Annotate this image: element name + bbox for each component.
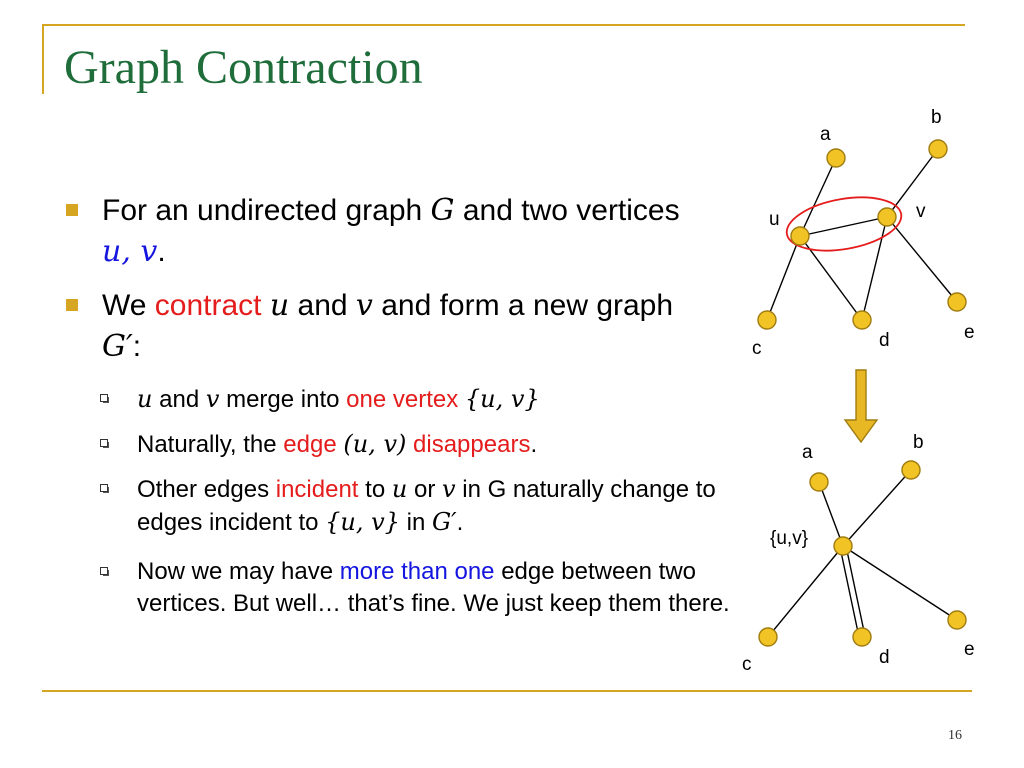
text-run: . [157, 235, 166, 268]
edge-uv-a [819, 482, 843, 546]
page-number: 16 [948, 728, 962, 743]
text-run: Other edges [137, 476, 276, 503]
vertex-d [853, 628, 871, 646]
text-run: and two vertices [454, 194, 680, 227]
vertex-a [827, 149, 845, 167]
emphasis-incident: incident [275, 476, 359, 503]
math-v: v [355, 288, 373, 323]
text-run: For an undirected graph [102, 194, 431, 227]
edge-uv-c [768, 546, 843, 637]
edge-u-v [800, 217, 887, 236]
text-run: and form a new graph [372, 289, 674, 322]
text-run: We [102, 289, 155, 322]
text-run: and [289, 289, 356, 322]
vertex-uv [834, 537, 852, 555]
label-b: b [913, 432, 924, 453]
edge-uv-b [843, 470, 911, 546]
math-G-prime: G′ [102, 329, 133, 364]
edge-v-b [887, 149, 938, 217]
math-v: v [205, 385, 220, 413]
math-v: v [442, 475, 456, 503]
text-run: or [407, 476, 442, 503]
text-run: Now we may have [137, 558, 340, 585]
label-e: e [964, 322, 975, 343]
label-c: c [752, 338, 762, 359]
vertex-b [929, 140, 947, 158]
vertex-e [948, 293, 966, 311]
emphasis-disappears: disappears [413, 431, 531, 458]
label-u: u [769, 209, 780, 230]
vertex-v [878, 208, 896, 226]
math-set-uv: {u, v} [325, 508, 400, 536]
slide-title: Graph Contraction [64, 41, 423, 94]
vertex-e [948, 611, 966, 629]
label-e: e [964, 639, 975, 660]
emphasis-contract: contract [154, 289, 262, 322]
text-run: in G naturally change to edges incident to [137, 476, 716, 536]
math-pair-uv: (u, v) [343, 430, 407, 458]
math-u: u [137, 385, 153, 413]
emphasis-one-vertex: one vertex [346, 386, 459, 413]
text-run: . [456, 509, 464, 536]
edge-v-e [887, 217, 957, 302]
math-set-uv: {u, v} [464, 385, 540, 413]
vertex-a [810, 473, 828, 491]
math-G: G [430, 193, 455, 228]
vertex-c [758, 311, 776, 329]
edge-uv-e [843, 546, 957, 620]
vertex-d [853, 311, 871, 329]
label-b: b [931, 107, 942, 128]
label-c: c [742, 654, 752, 675]
label-uv: {u,v} [770, 528, 809, 549]
math-u-v: u, v [102, 234, 158, 269]
edge-u-c [767, 236, 800, 320]
label-d: d [879, 330, 890, 351]
emphasis-more-than-one: more than one [339, 558, 495, 585]
footer-rule [42, 690, 972, 692]
text-run: Naturally, the [137, 431, 284, 458]
label-a: a [820, 124, 831, 145]
vertex-u [791, 227, 809, 245]
text-run: merge into [219, 386, 347, 413]
edge-u-a [800, 158, 836, 236]
text-run: : [132, 330, 142, 363]
vertex-b [902, 461, 920, 479]
text-run: . [530, 431, 538, 458]
text-run: in [399, 509, 432, 536]
text-run: and [152, 386, 206, 413]
text-run: edge between two vertices. But well… that’s fine. We just keep them there. [137, 558, 730, 617]
label-d: d [879, 647, 890, 668]
label-v: v [916, 201, 926, 222]
vertex-c [759, 628, 777, 646]
down-arrow-icon [845, 370, 877, 442]
graph-before [752, 107, 975, 359]
math-u: u [391, 475, 408, 503]
math-G-prime: G′ [431, 508, 457, 536]
edge-v-d [862, 217, 887, 320]
math-u: u [269, 288, 290, 323]
graph-after [742, 432, 975, 675]
label-a: a [802, 442, 813, 463]
emphasis-edge: edge [283, 431, 337, 458]
text-run: to [358, 476, 392, 503]
